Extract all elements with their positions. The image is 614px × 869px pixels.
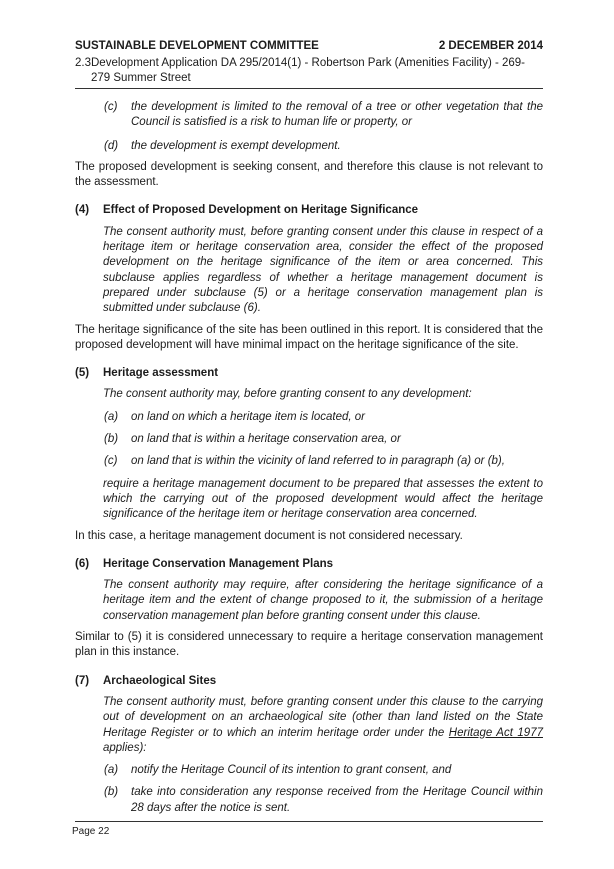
section-5-require: require a heritage management document to be prepared that assesses the extent to which the carrying out of the proposed development would affect the heritage significance of the heritage item or heritage conservation area concerned. [103,477,543,521]
section-5-item-c [75,454,543,469]
committee-name: SUSTAINABLE DEVELOPMENT COMMITTEE [75,40,319,52]
header-divider [75,88,543,89]
clause-item-label: (b) [104,433,119,446]
section-7-heading [75,674,543,689]
section-6-quote: The consent authority may require, after considering the heritage significance of a heritage item and the extent of change proposed to it, the submission of a heritage conservation management plan before granting consent under this clause. [103,579,543,622]
section-number: (5) [75,367,90,380]
clause-item-text: on land that is within a heritage conservation area, or [131,433,401,446]
footer-divider [75,821,543,822]
clause-item-text: on land that is within the vicinity of land referred to in paragraph (a) or (b), [131,455,505,468]
section-title: Effect of Proposed Development on Heritage Significance [103,204,419,217]
section-number: (6) [75,557,90,570]
clause-item-label: (a) [104,764,119,777]
clause-item-label: (a) [104,410,119,423]
section-4-quote: The consent authority must, before granting consent under this clause in respect of a heritage item or heritage conservation area, consider the effect of the proposed development on the heritage significance of the item or area concerned. This subclause applies regardless of whether a heritage management document is prepared under subclause (5) or a heritage conservation management plan is submitted under subclause (6). [103,225,543,315]
clause-item-label: (d) [104,139,119,152]
section-6-paragraph: Similar to (5) it is considered unnecessary to require a heritage conservation management plan in this instance. [75,631,543,659]
clause-item-c [75,100,543,131]
page-header [75,40,543,52]
section-7-quote-text: The consent authority must, before granting consent under this clause to the carrying out of development on an archaeological site (other than land listed on the State Heritage Register or to which an interim heritage order under the [103,695,543,739]
clause-item-d [75,139,543,154]
section-title: Archaeological Sites [103,674,217,687]
heritage-act-reference: Heritage Act 1977 [448,726,543,739]
section-7-quote-tail: applies): [103,741,147,754]
section-7-item-b [75,785,543,816]
agenda-item-heading [75,56,554,86]
page-number: Page 22 [72,826,110,837]
section-5-intro: The consent authority may, before granting consent to any development: [103,388,472,401]
section-5-paragraph: In this case, a heritage management document is not considered necessary. [75,529,463,542]
clause-item-text: notify the Heritage Council of its intention to grant consent, and [131,764,452,777]
clause-item-text: the development is limited to the removal of a tree or other vegetation that the Council is satisfied is a risk to human life or property, or [131,101,543,129]
section-number: (4) [75,204,90,217]
section-7-quote [75,695,543,756]
agenda-item-title-line1: Development Application DA 295/2014(1) - Robertson Park (Amenities Facility) - 269- [91,57,526,69]
section-title: Heritage Conservation Management Plans [103,557,334,570]
section-4-heading [75,203,543,218]
agenda-item-title-line2: 279 Summer Street [91,72,191,84]
section-5-item-b [75,432,543,447]
section-5-item-a [75,410,543,425]
agenda-item-number: 2.3 [75,57,91,69]
clause-item-text: on land on which a heritage item is located, or [131,410,365,423]
section-7-item-a [75,763,543,778]
agenda-item-title [75,56,554,86]
clause-item-label: (c) [104,455,118,468]
clause-item-text: take into consideration any response received from the Heritage Council within 28 days after the notice is sent. [131,786,543,814]
section-4-paragraph: The heritage significance of the site has been outlined in this report. It is considered that the proposed development will have minimal impact on the heritage significance of the site. [75,323,543,351]
consent-paragraph: The proposed development is seeking consent, and therefore this clause is not relevant to the assessment. [75,160,543,189]
clause-item-label: (c) [104,101,118,113]
section-6-heading [75,557,543,572]
clause-item-label: (b) [104,786,119,799]
section-title: Heritage assessment [103,367,219,380]
section-5-heading [75,366,543,381]
document-body [75,100,543,816]
clause-item-text: the development is exempt development. [131,139,341,152]
meeting-date: 2 DECEMBER 2014 [438,40,543,52]
section-number: (7) [75,674,90,687]
